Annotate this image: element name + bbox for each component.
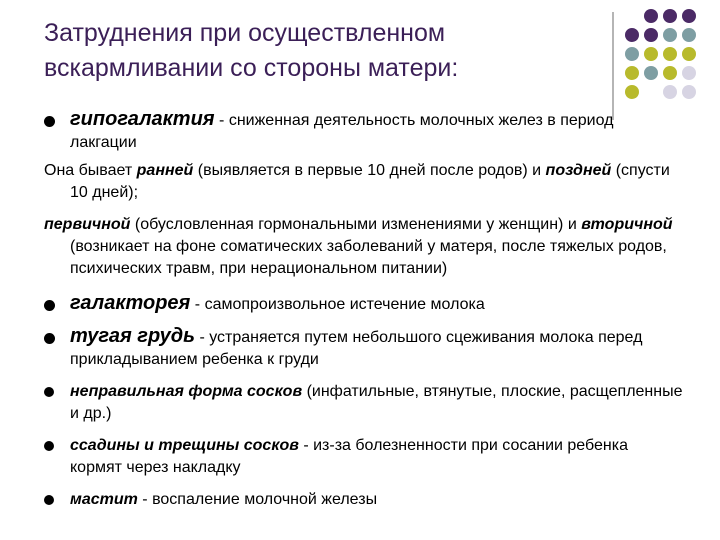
decorative-dot [682,9,696,23]
term: ссадины и трещины сосков [70,437,299,454]
list-item-early-late [44,160,684,204]
bullet-icon [44,495,54,505]
item-text: - сниженная деятельность молочных желез в период лакгации [70,112,614,151]
decorative-dot [663,28,677,42]
item-text: (инфатильные, втянутые, плоские, расщепленные и др.) [70,383,683,422]
bullet-icon [44,300,55,311]
term: мастит [70,491,138,508]
term: неправильная форма сосков [70,383,303,400]
term: ранней [136,162,194,179]
decorative-dot [663,47,677,61]
slide-title: Затруднения при осуществленном вскармливании со стороны матери: [44,19,459,82]
decorative-dot [625,28,639,42]
term: тугая грудь [70,325,196,347]
item-text: - из-за болезненности при сосании ребенка кормят через накладку [70,437,628,476]
decorative-dot [644,28,658,42]
decorative-dot [644,66,658,80]
list-item-engorgement [44,325,684,371]
decorative-dot [663,66,677,80]
decorative-dot [644,9,658,23]
term: галакторея [70,292,191,314]
list-item-galactorrhea [44,292,684,316]
decorative-dot [644,47,658,61]
term: первичной [44,216,131,233]
decorative-dot [625,66,639,80]
decorative-dot [682,85,696,99]
bullet-icon [44,387,54,397]
list-item-mastitis [44,489,684,511]
bullet-icon [44,441,54,451]
decorative-dot [625,85,639,99]
decorative-dot [682,47,696,61]
decorative-dot-grid [625,9,696,99]
term: вторичной [581,216,673,233]
item-text: - воспаление молочной железы [137,491,378,508]
item-text: (спусти 10 дней); [70,162,670,201]
item-text: (возникает на фоне соматических заболеваний у матеря, после тяжелых родов, психических травм, при нерациональном питании) [70,238,667,277]
decorative-dot [663,9,677,23]
list-item-cracks [44,435,684,479]
item-text: (выявляется в первые 10 дней после родов) и [193,162,546,179]
decorative-dot [682,66,696,80]
item-text: Она бывает [44,162,137,179]
item-text: (обусловленная гормональными изменениями у женщин) и [130,216,582,233]
term: гипогалактия [70,108,215,130]
decorative-dot [625,9,639,23]
item-text: - самопроизвольное истечение молока [190,296,485,313]
decorative-dot [644,85,658,99]
bullet-icon [44,333,55,344]
list-item-nipples [44,381,684,425]
decorative-dot [663,85,677,99]
decorative-dot [682,28,696,42]
term: поздней [545,162,612,179]
decorative-dot [625,47,639,61]
list-item-hypogalactia [44,108,684,154]
decorative-divider [612,12,614,120]
slide-content [44,108,684,511]
list-item-primary-secondary [44,214,684,280]
item-text: - устраняется путем небольшого сцеживания молока перед прикладыванием ребенка к груди [70,329,643,368]
bullet-icon [44,116,55,127]
